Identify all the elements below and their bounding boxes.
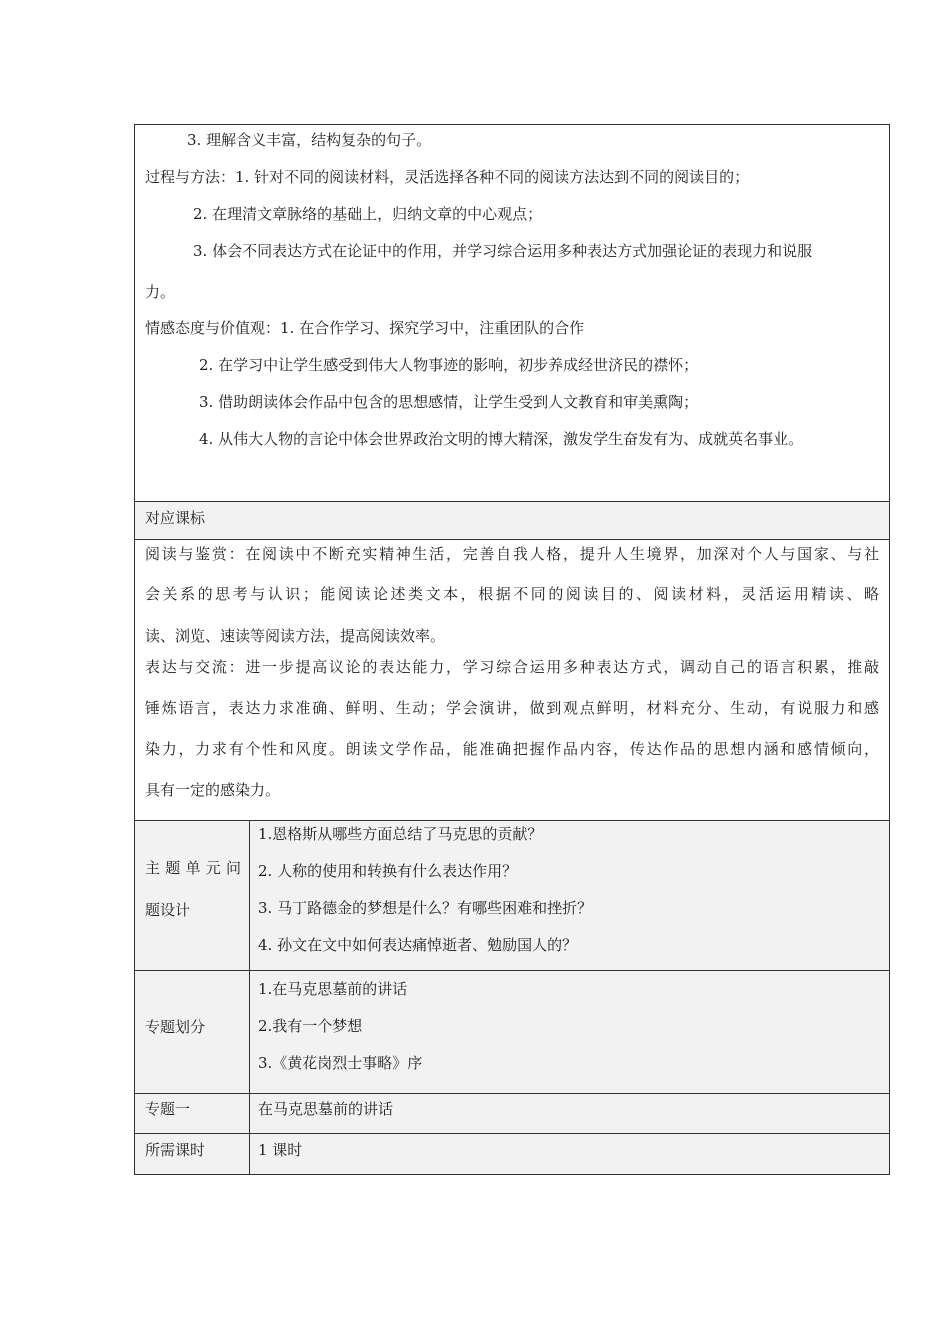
curriculum-reading-1: 阅读与鉴赏：在阅读中不断充实精神生活，完善自我人格，提升人生境界，加深对个人与国家、与社 [145, 545, 879, 563]
objective-emotion-3: 3. 借助朗读体会作品中包含的思想感情，让学生受到人文教育和审美熏陶； [199, 393, 699, 411]
curriculum-heading-cell [135, 501, 889, 539]
topic-one-label-cell [135, 1094, 250, 1133]
question-design-label-cell [135, 821, 250, 970]
question-design-value-cell [250, 821, 889, 970]
topics-label: 专题划分 [145, 1018, 206, 1036]
topics-value-cell [250, 971, 889, 1093]
objective-emotion-2: 2. 在学习中让学生感受到伟大人物事迹的影响，初步养成经世济民的襟怀； [199, 356, 699, 374]
objective-emotion-1: 情感态度与价值观：1. 在合作学习、探究学习中，注重团队的合作 [145, 319, 585, 337]
hours-value: 1 课时 [258, 1141, 303, 1159]
curriculum-content-cell [135, 539, 889, 820]
lesson-plan-table [134, 124, 890, 1175]
curriculum-express-4: 具有一定的感染力。 [145, 781, 281, 799]
objective-knowledge-3: 3. 理解含义丰富，结构复杂的句子。 [187, 131, 432, 149]
objective-process-3-cont: 力。 [145, 283, 176, 301]
question-design-row [135, 820, 889, 970]
curriculum-express-1: 表达与交流：进一步提高议论的表达能力，学习综合运用多种表达方式，调动自己的语言积累，推敲 [145, 658, 879, 676]
objective-process-3: 3. 体会不同表达方式在论证中的作用，并学习综合运用多种表达方式加强论证的表现力和说服 [193, 242, 813, 260]
curriculum-reading-3: 读、浏览、速读等阅读方法，提高阅读效率。 [145, 627, 446, 645]
objectives-cell [135, 125, 889, 501]
topic-one-value: 在马克思墓前的讲话 [258, 1100, 394, 1118]
curriculum-express-3: 染力，力求有个性和风度。朗读文学作品，能准确把握作品内容，传达作品的思想内涵和感情倾向， [145, 740, 879, 758]
objective-process-2: 2. 在理清文章脉络的基础上，归纳文章的中心观点； [193, 205, 543, 223]
question-3: 3. 马丁路德金的梦想是什么？有哪些困难和挫折？ [258, 899, 593, 917]
question-1: 1.恩格斯从哪些方面总结了马克思的贡献？ [258, 825, 543, 843]
topics-row [135, 970, 889, 1093]
topic-one-value-cell [250, 1094, 889, 1133]
topic-2: 2.我有一个梦想 [258, 1017, 363, 1035]
topic-one-label: 专题一 [145, 1100, 191, 1118]
curriculum-reading-2: 会关系的思考与认识；能阅读论述类文本，根据不同的阅读目的、阅读材料，灵活运用精读、略 [145, 585, 879, 603]
curriculum-express-2: 锤炼语言，表达力求准确、鲜明、生动；学会演讲，做到观点鲜明，材料充分、生动，有说服力和感 [145, 699, 879, 717]
topic-1: 1.在马克思墓前的讲话 [258, 980, 408, 998]
hours-label-cell [135, 1134, 250, 1174]
hours-value-cell [250, 1134, 889, 1174]
hours-row [135, 1133, 889, 1174]
question-4: 4. 孙文在文中如何表达痛悼逝者、勉励国人的？ [258, 936, 578, 954]
question-design-label-2: 题设计 [145, 901, 191, 919]
objective-emotion-4: 4. 从伟大人物的言论中体会世界政治文明的博大精深，激发学生奋发有为、成就英名事业。 [199, 430, 804, 448]
topic-3: 3.《黄花岗烈士事略》序 [258, 1054, 423, 1072]
hours-label: 所需课时 [145, 1141, 206, 1159]
question-design-label-1: 主题单元问 [145, 859, 241, 877]
curriculum-heading: 对应课标 [145, 509, 206, 527]
question-2: 2. 人称的使用和转换有什么表达作用？ [258, 862, 518, 880]
topic-one-row [135, 1093, 889, 1133]
objective-process-1: 过程与方法：1. 针对不同的阅读材料，灵活选择各种不同的阅读方法达到不同的阅读目的； [145, 168, 750, 186]
topics-label-cell [135, 971, 250, 1093]
